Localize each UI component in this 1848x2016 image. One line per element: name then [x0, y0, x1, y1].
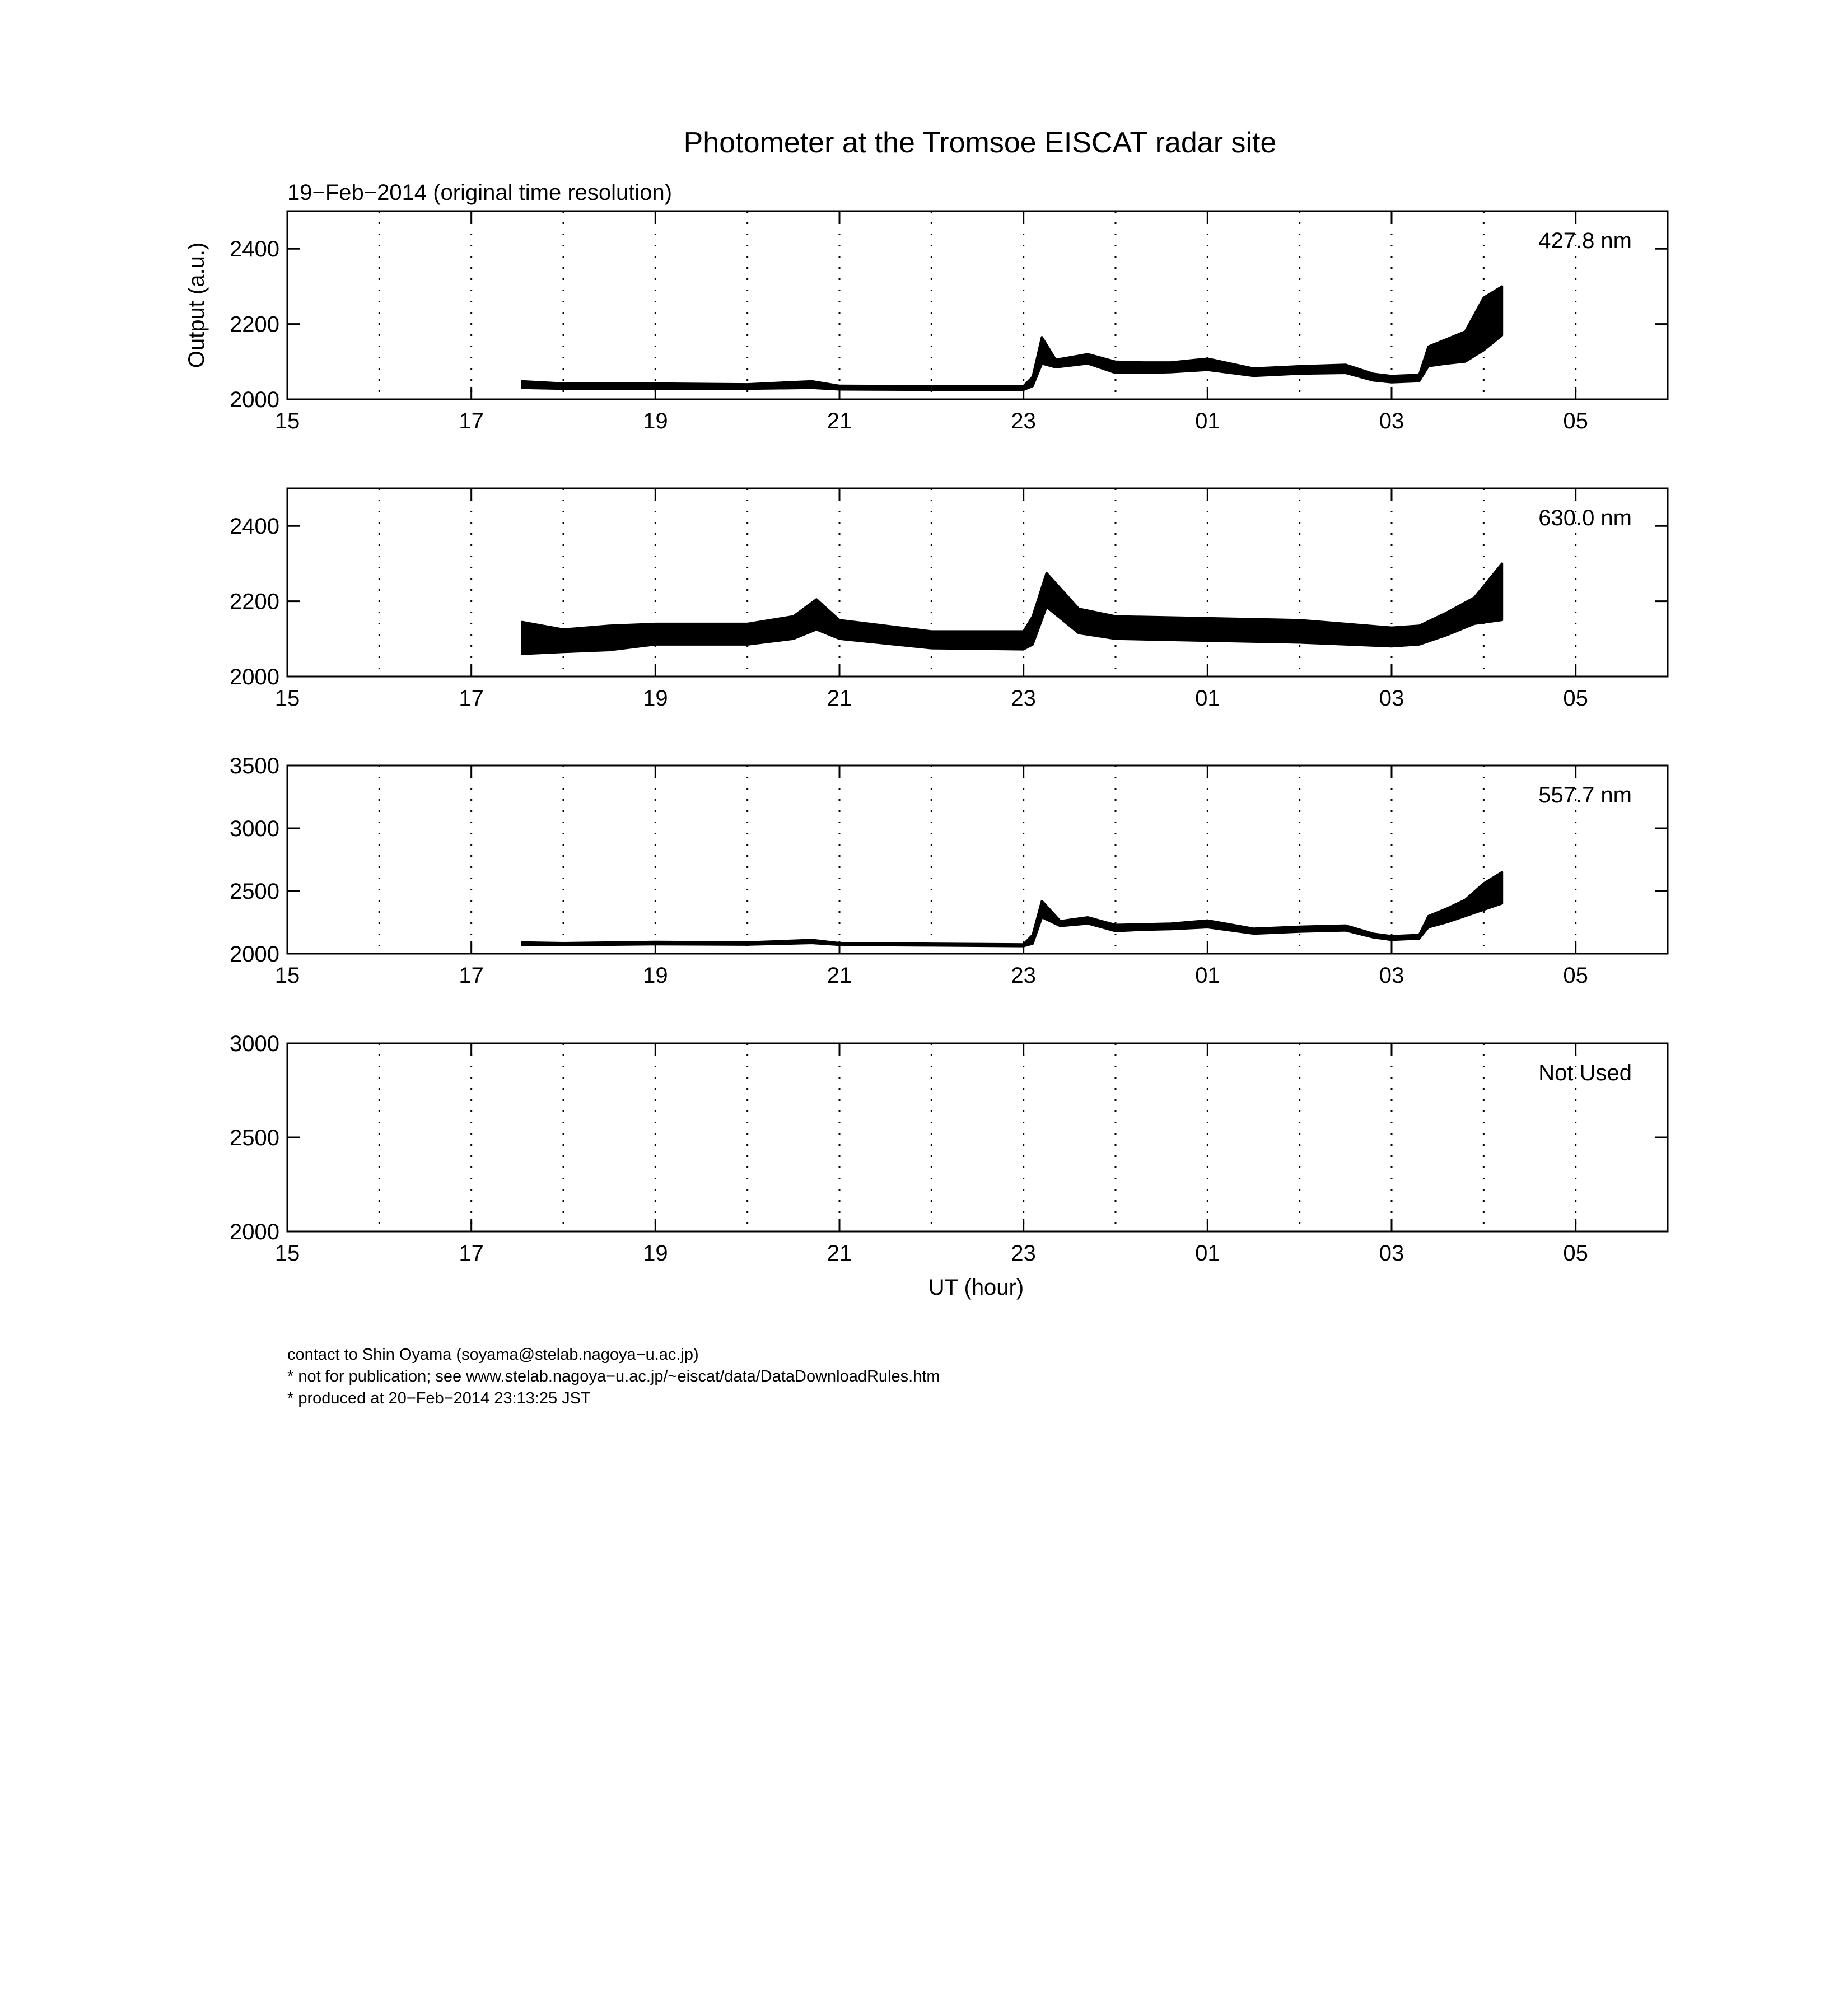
- x-tick-label: 23: [1011, 963, 1036, 988]
- x-tick-label: 19: [643, 409, 668, 433]
- x-tick-label: 17: [459, 963, 484, 988]
- channel-label: 557.7 nm: [1538, 783, 1632, 808]
- x-tick-label: 21: [827, 1241, 852, 1266]
- panel-2: [230, 488, 1668, 711]
- x-tick-label: 19: [643, 1241, 668, 1266]
- x-tick-label: 05: [1563, 409, 1588, 433]
- y-tick-label: 2200: [230, 589, 279, 614]
- y-tick-label: 3000: [230, 816, 279, 841]
- y-tick-label: 2400: [230, 514, 279, 539]
- x-tick-label: 23: [1011, 686, 1036, 711]
- y-tick-label: 2200: [230, 312, 279, 337]
- x-tick-label: 23: [1011, 409, 1036, 433]
- footer-produced-at: * produced at 20−Feb−2014 23:13:25 JST: [287, 1389, 591, 1407]
- y-tick-label: 2000: [230, 942, 279, 967]
- y-tick-label: 2400: [230, 237, 279, 262]
- x-tick-label: 03: [1379, 686, 1404, 711]
- y-tick-label: 2500: [230, 1126, 279, 1150]
- panel-4: [230, 1032, 1668, 1266]
- x-tick-label: 19: [643, 963, 668, 988]
- x-tick-label: 21: [827, 963, 852, 988]
- series-trace: [522, 286, 1502, 390]
- x-tick-label: 19: [643, 686, 668, 711]
- plot-frame: [287, 1043, 1668, 1231]
- x-tick-label: 17: [459, 409, 484, 433]
- y-tick-label: 2000: [230, 388, 279, 412]
- y-tick-label: 2500: [230, 879, 279, 904]
- channel-label: 630.0 nm: [1538, 506, 1632, 530]
- footer-publication-note: * not for publication; see www.stelab.nagoya−u.ac.jp/~eiscat/data/DataDownloadRules.htm: [287, 1368, 940, 1385]
- x-tick-label: 15: [274, 409, 300, 433]
- x-tick-label: 01: [1195, 409, 1220, 433]
- x-tick-label: 03: [1379, 963, 1404, 988]
- y-tick-label: 3000: [230, 1032, 279, 1056]
- x-tick-label: 01: [1195, 1241, 1220, 1266]
- y-tick-label: 3500: [230, 754, 279, 778]
- plot-frame: [287, 766, 1668, 954]
- y-tick-label: 2000: [230, 1220, 279, 1244]
- channel-label: 427.8 nm: [1538, 228, 1632, 253]
- x-tick-label: 05: [1563, 1241, 1588, 1266]
- x-tick-label: 05: [1563, 686, 1588, 711]
- channel-label: Not Used: [1538, 1061, 1632, 1085]
- y-axis-label: Output (a.u.): [184, 242, 209, 368]
- x-tick-label: 21: [827, 409, 852, 433]
- footer-contact: contact to Shin Oyama (soyama@stelab.nagoya−u.ac.jp): [287, 1346, 699, 1364]
- x-tick-label: 17: [459, 686, 484, 711]
- x-tick-label: 05: [1563, 963, 1588, 988]
- plot-frame: [287, 211, 1668, 399]
- series-trace: [522, 563, 1502, 654]
- footer-notes: [287, 1344, 940, 1410]
- chart-title: Photometer at the Tromsoe EISCAT radar site: [683, 127, 1277, 159]
- panel-1: [230, 211, 1668, 433]
- panel-3: [230, 754, 1668, 988]
- chart-subtitle: 19−Feb−2014 (original time resolution): [287, 180, 673, 205]
- x-tick-label: 15: [274, 1241, 300, 1266]
- series-trace: [522, 872, 1502, 946]
- x-tick-label: 21: [827, 686, 852, 711]
- x-tick-label: 01: [1195, 963, 1220, 988]
- x-tick-label: 15: [274, 686, 300, 711]
- x-tick-label: 17: [459, 1241, 484, 1266]
- x-axis-label: UT (hour): [928, 1275, 1024, 1300]
- x-tick-label: 03: [1379, 1241, 1404, 1266]
- panels: [230, 211, 1668, 1266]
- x-tick-label: 23: [1011, 1241, 1036, 1266]
- x-tick-label: 03: [1379, 409, 1404, 433]
- x-tick-label: 01: [1195, 686, 1220, 711]
- y-tick-label: 2000: [230, 665, 279, 689]
- x-tick-label: 15: [274, 963, 300, 988]
